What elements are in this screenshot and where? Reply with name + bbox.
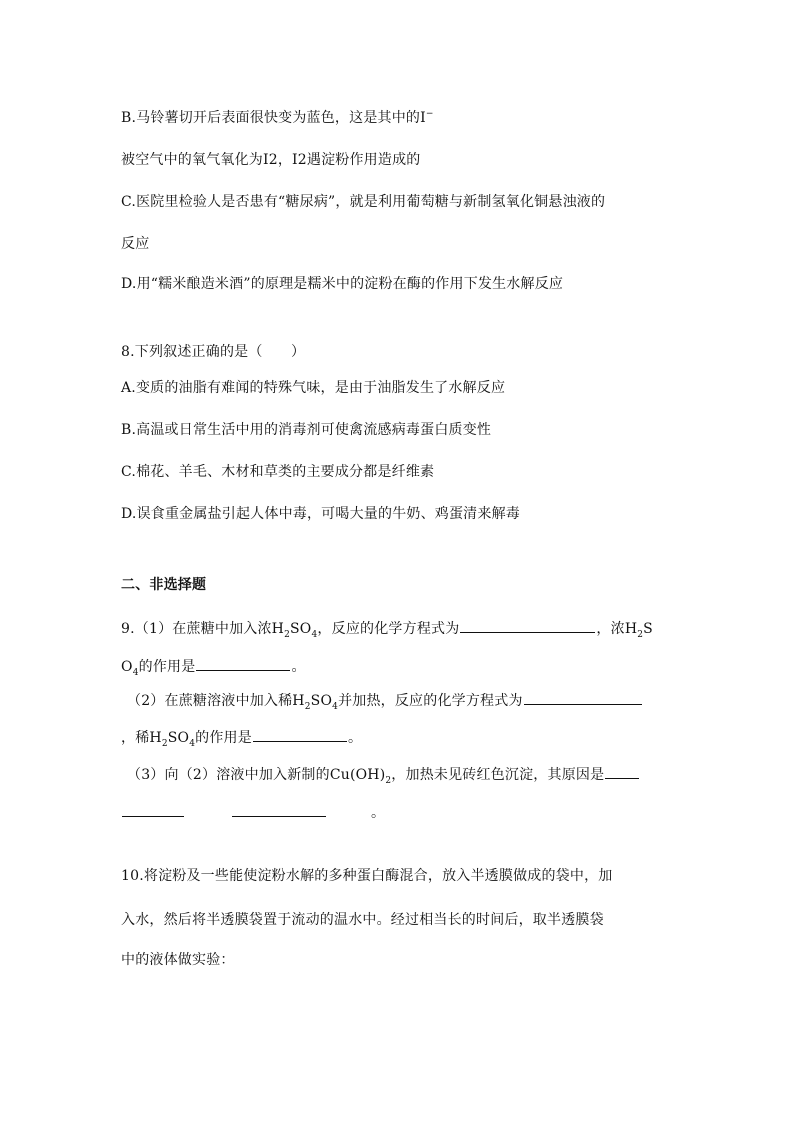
subscript: 4 — [332, 702, 339, 712]
q7-option-c-line1: C.医院里检验人是否患有“糖尿病”，就是利用葡萄糖与新制氢氧化铜悬浊液的 — [121, 194, 606, 210]
q9-part3-line1 — [127, 763, 640, 785]
q10-line3: 中的液体做实验： — [121, 952, 235, 968]
q8-stem: 8.下列叙述正确的是（ ） — [121, 344, 306, 360]
q9-p2-l2-text-c: 的作用是 — [195, 730, 252, 746]
iodide-charge: − — [425, 109, 434, 119]
answer-blank[interactable] — [196, 655, 290, 671]
q9-p1-l2-text-c: 。 — [291, 659, 306, 675]
q9-p2-text-b: SO — [310, 693, 333, 709]
answer-blank[interactable] — [605, 763, 639, 779]
q7-option-b-line2: 被空气中的氧气氧化为I2，I2遇淀粉作用造成的 — [121, 152, 421, 168]
subscript: 2 — [385, 776, 392, 786]
q9-p1-l2-text-a: O — [121, 659, 133, 675]
answer-blank[interactable] — [122, 801, 184, 817]
answer-blank[interactable] — [253, 726, 347, 742]
subscript: 2 — [304, 702, 311, 712]
q10-line1: 10.将淀粉及一些能使淀粉水解的多种蛋白酶混合，放入半透膜做成的袋中，加 — [121, 868, 613, 884]
q8-option-a: A.变质的油脂有难闻的特殊气味，是由于油脂发生了水解反应 — [121, 380, 506, 396]
q7-option-c-line2: 反应 — [121, 236, 150, 252]
answer-blank[interactable] — [460, 617, 595, 633]
section-title: 二、非选择题 — [121, 577, 207, 593]
answer-blank[interactable] — [524, 689, 642, 705]
q9-p3-text-b: ，加热未见砖红色沉淀，其原因是 — [391, 767, 605, 783]
q9-part2-line1 — [127, 689, 643, 711]
q9-p2-text-c: 并加热，反应的化学方程式为 — [338, 693, 523, 709]
q9-p1-text-a: 9.（1）在蔗糖中加入浓H — [121, 621, 285, 637]
q9-p3-text-a: （3）向（2）溶液中加入新制的Cu(OH) — [127, 767, 386, 783]
q9-p1-text-b: SO — [290, 621, 312, 637]
subscript: 4 — [132, 668, 139, 678]
q9-part1-line1 — [121, 617, 653, 639]
q9-p1-text-d: ，浓H — [596, 621, 638, 637]
q9-p2-l2-text-a: ，稀H — [121, 730, 162, 746]
q9-p2-l2-text-d: 。 — [347, 730, 363, 746]
q9-p1-l2-text-b: 的作用是 — [138, 659, 196, 675]
q7-option-b-line1 — [121, 108, 434, 128]
q7-option-d: D.用“糯米酿造米酒”的原理是糯米中的淀粉在酶的作用下发生水解反应 — [121, 276, 564, 292]
subscript: 2 — [284, 630, 291, 640]
q9-p1-text-c: ，反应的化学方程式为 — [317, 621, 460, 637]
q7-option-b-text: B.马铃薯切开后表面很快变为蓝色，这是其中的I — [121, 110, 426, 126]
q9-p3-end: 。 — [371, 805, 386, 821]
q9-part3-line2 — [121, 801, 385, 823]
q9-part1-line2 — [121, 655, 306, 677]
q10-line2: 入水，然后将半透膜袋置于流动的温水中。经过相当长的时间后，取半透膜袋 — [121, 912, 604, 928]
subscript: 4 — [311, 630, 318, 640]
q9-p2-l2-text-b: SO — [167, 730, 190, 746]
answer-blank[interactable] — [232, 801, 326, 817]
subscript: 2 — [637, 630, 644, 640]
q9-p2-text-a: （2）在蔗糖溶液中加入稀H — [127, 693, 305, 709]
q8-option-c: C.棉花、羊毛、木材和草类的主要成分都是纤维素 — [121, 464, 435, 480]
q8-option-b: B.高温或日常生活中用的消毒剂可使禽流感病毒蛋白质变性 — [121, 422, 492, 438]
q8-option-d: D.误食重金属盐引起人体中毒，可喝大量的牛奶、鸡蛋清来解毒 — [121, 506, 520, 522]
q9-part2-line2 — [121, 726, 362, 748]
q9-p1-text-e: S — [643, 621, 653, 637]
subscript: 4 — [189, 739, 196, 749]
subscript: 2 — [161, 739, 168, 749]
